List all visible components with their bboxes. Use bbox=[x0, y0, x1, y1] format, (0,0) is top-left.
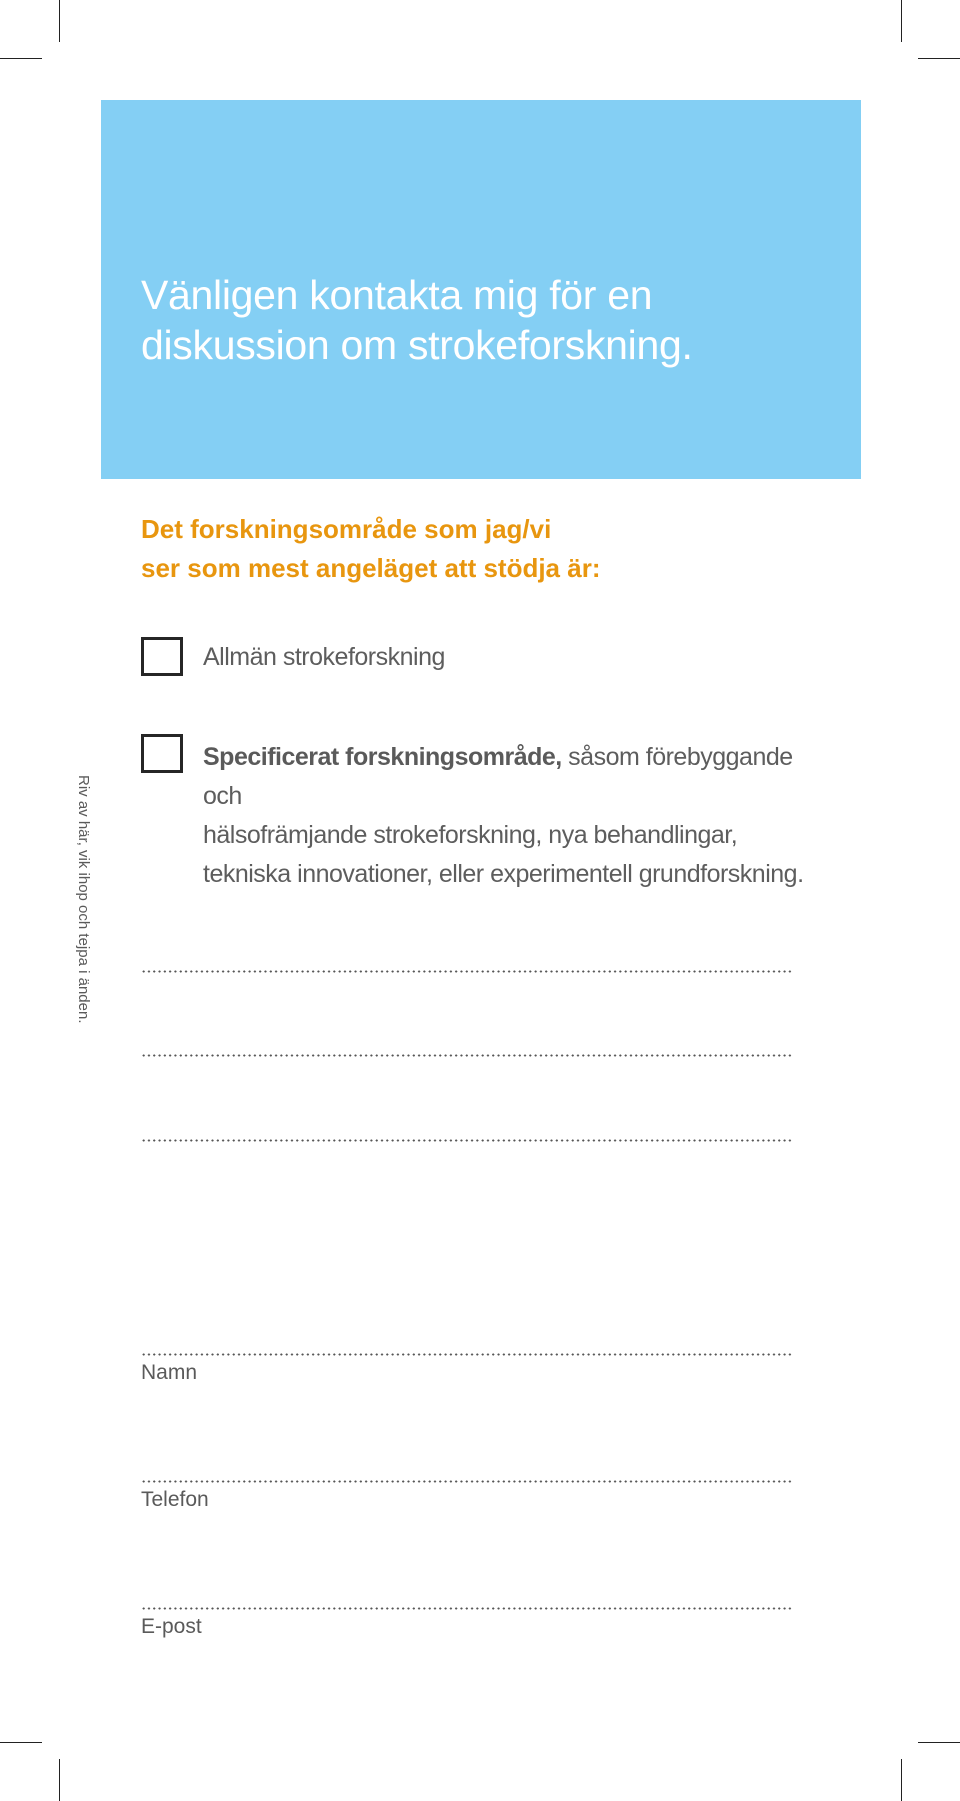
option-bold-text: Specificerat forskningsområde, bbox=[203, 743, 562, 771]
name-field[interactable] bbox=[141, 1353, 793, 1356]
crop-mark bbox=[59, 0, 60, 42]
banner-title bbox=[141, 270, 821, 370]
crop-mark bbox=[0, 1742, 42, 1743]
crop-mark bbox=[901, 0, 902, 42]
name-label: Namn bbox=[141, 1361, 198, 1384]
banner-title-line: Vänligen kontakta mig för en bbox=[141, 272, 653, 318]
option-specified-research-label bbox=[203, 738, 823, 894]
tear-instruction: Riv av här, vik ihop och tejpa i änden. bbox=[75, 775, 92, 1024]
phone-label: Telefon bbox=[141, 1488, 209, 1511]
crop-mark bbox=[0, 58, 42, 59]
option-general-research-label: Allmän strokeforskning bbox=[203, 643, 445, 671]
banner-title-line: diskussion om strokeforskning. bbox=[141, 322, 693, 368]
question-heading bbox=[141, 510, 841, 588]
option-rest-text: såsom förebyggande och bbox=[203, 743, 793, 810]
option-line bbox=[203, 738, 823, 816]
writein-line[interactable] bbox=[141, 1139, 793, 1142]
option-line: tekniska innovationer, eller experimentell grundforskning. bbox=[203, 860, 804, 888]
header-banner bbox=[101, 100, 861, 479]
email-label: E-post bbox=[141, 1615, 202, 1638]
crop-mark bbox=[918, 58, 960, 59]
crop-mark bbox=[901, 1759, 902, 1801]
crop-mark bbox=[918, 1742, 960, 1743]
question-line: Det forskningsområde som jag/vi bbox=[141, 514, 552, 544]
writein-line[interactable] bbox=[141, 1054, 793, 1057]
crop-mark bbox=[59, 1759, 60, 1801]
checkbox-specified-research[interactable] bbox=[141, 734, 183, 773]
option-line: hälsofrämjande strokeforskning, nya behandlingar, bbox=[203, 821, 738, 849]
email-field[interactable] bbox=[141, 1607, 793, 1610]
writein-line[interactable] bbox=[141, 970, 793, 973]
phone-field[interactable] bbox=[141, 1480, 793, 1483]
checkbox-general-research[interactable] bbox=[141, 637, 183, 676]
question-line: ser som mest angeläget att stödja är: bbox=[141, 553, 601, 583]
